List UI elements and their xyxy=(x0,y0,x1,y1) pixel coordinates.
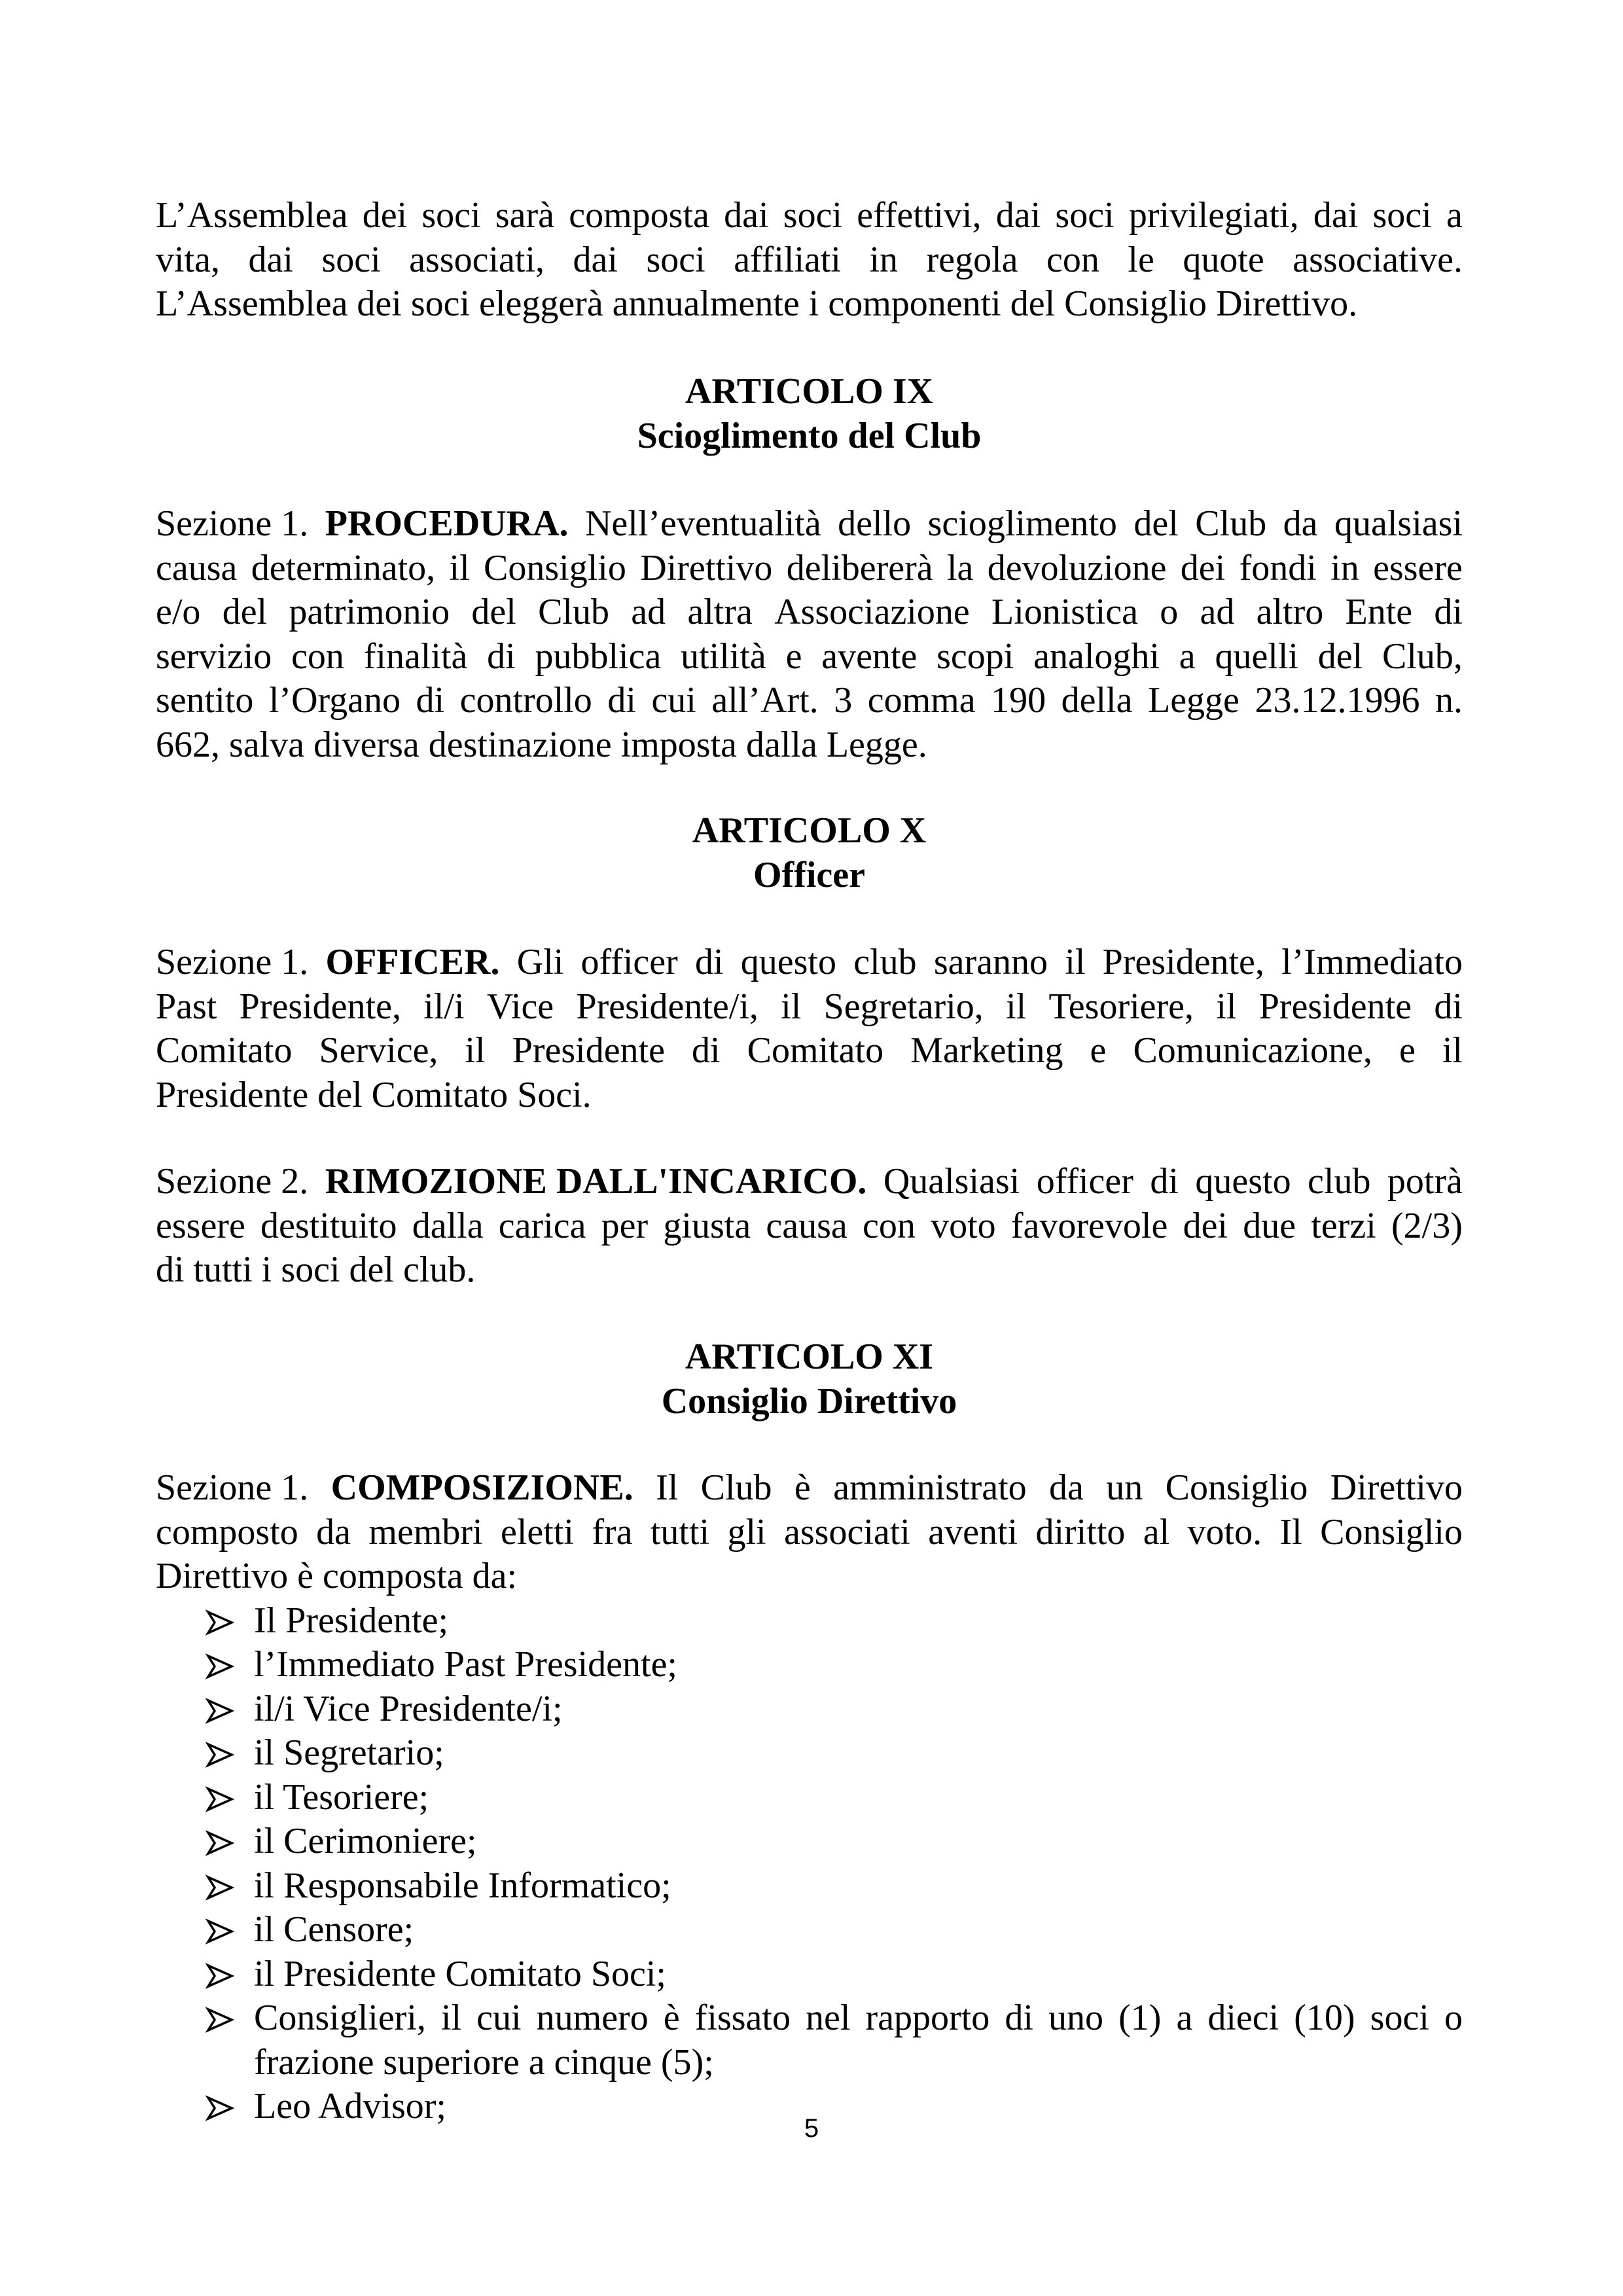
paragraph-line xyxy=(156,547,1463,591)
word: di xyxy=(1005,1998,1033,2038)
word: Nell’eventualità xyxy=(584,503,821,544)
word: con xyxy=(863,1205,916,1246)
word: due xyxy=(1243,1205,1296,1246)
word: da xyxy=(1283,503,1318,544)
word: dai xyxy=(995,195,1041,236)
word: rapporto xyxy=(865,1998,990,2038)
word: Direttivo xyxy=(640,547,773,588)
word: finalità xyxy=(363,636,468,677)
word: ad xyxy=(1200,592,1235,632)
word: Legge xyxy=(1147,680,1240,721)
word: a xyxy=(1446,195,1463,236)
word: per xyxy=(601,1205,649,1246)
section-title: PROCEDURA. xyxy=(325,503,569,544)
article-title: ARTICOLO X xyxy=(692,810,927,851)
word: e xyxy=(785,636,802,677)
word: dei xyxy=(362,195,408,236)
section-prefix: Sezione 1. xyxy=(156,503,309,544)
word: saranno xyxy=(933,942,1048,982)
word: soci xyxy=(421,195,481,236)
word: Presidente/i, xyxy=(576,986,758,1027)
word: la xyxy=(946,547,974,588)
word: potrà xyxy=(1387,1161,1463,1202)
word: l’Organo xyxy=(268,680,401,721)
word: voto. xyxy=(1187,1511,1262,1552)
paragraph-line: L’Assemblea dei soci eleggerà annualmente i componenti del Consiglio Direttivo. xyxy=(156,283,1358,324)
word: favorevole xyxy=(1010,1205,1168,1246)
word: di xyxy=(1150,1161,1179,1202)
section-prefix: Sezione 1. xyxy=(156,942,309,982)
word: devoluzione xyxy=(987,547,1167,588)
word: scopi xyxy=(936,636,1014,677)
paragraph-line xyxy=(156,502,1463,547)
word: Presidente, xyxy=(1102,942,1264,982)
word: associati, xyxy=(409,239,544,280)
word: altra xyxy=(687,592,753,632)
paragraph-line: frazione superiore a cinque (5); xyxy=(254,2041,714,2083)
word: vita, xyxy=(156,239,220,280)
list-item: il/i Vice Presidente/i; xyxy=(156,1687,1463,1732)
arrow-bullet-icon xyxy=(205,1599,237,1643)
word: con xyxy=(1046,239,1099,280)
article-x-heading xyxy=(156,809,1463,897)
word: il xyxy=(449,547,470,588)
word: composto xyxy=(156,1511,298,1552)
word: numero xyxy=(536,1998,649,2038)
paragraph-line xyxy=(156,194,1463,238)
word: Club xyxy=(700,1467,772,1508)
word: di xyxy=(1434,592,1463,632)
word: è xyxy=(663,1998,680,2038)
word: questo xyxy=(740,942,836,982)
list-item: Leo Advisor; xyxy=(156,2085,1463,2129)
word: il xyxy=(440,1998,462,2038)
word: giusta xyxy=(663,1205,751,1246)
arrow-bullet-icon xyxy=(205,1776,237,1820)
word: soci xyxy=(321,239,381,280)
word: terzi xyxy=(1311,1205,1376,1246)
word: 23.12.1996 xyxy=(1255,680,1420,721)
word: in xyxy=(869,239,899,280)
word: Comunicazione, xyxy=(1133,1030,1372,1071)
word: avente xyxy=(821,636,918,677)
word: (10) xyxy=(1294,1998,1355,2038)
paragraph-line xyxy=(156,1466,1463,1511)
word: le xyxy=(1128,239,1154,280)
word: di xyxy=(1434,986,1463,1027)
word: Club, xyxy=(1382,636,1463,677)
word: il xyxy=(1216,986,1237,1027)
word: dieci xyxy=(1207,1998,1279,2038)
word: Consiglio xyxy=(1165,1467,1308,1508)
article-ix-heading xyxy=(156,370,1463,458)
article-xi-section-1 xyxy=(156,1466,1463,2129)
word: Past xyxy=(156,986,217,1027)
word: in xyxy=(1330,547,1359,588)
word: un xyxy=(1106,1467,1143,1508)
word: Consiglio xyxy=(1320,1511,1463,1552)
word: (2/3) xyxy=(1391,1205,1463,1246)
word: voto xyxy=(931,1205,996,1246)
word: Presidente, xyxy=(239,986,401,1027)
paragraph-line xyxy=(156,635,1463,679)
list-item: il Censore; xyxy=(156,1908,1463,1952)
word: aventi xyxy=(928,1511,1018,1552)
word: fra xyxy=(592,1511,633,1552)
word: il xyxy=(781,986,802,1027)
word: causa xyxy=(156,547,238,588)
assemblea-paragraph xyxy=(156,194,1463,327)
paragraph-line xyxy=(156,1029,1463,1073)
word: fondi xyxy=(1239,547,1317,588)
paragraph-line xyxy=(156,679,1463,723)
word: L’Assemblea xyxy=(156,195,348,236)
list-item: il Tesoriere; xyxy=(156,1776,1463,1820)
word: l’Immediato xyxy=(1281,942,1463,982)
word: Lionistica xyxy=(991,592,1138,632)
word: Comitato xyxy=(747,1030,884,1071)
list-item: il Cerimoniere; xyxy=(156,1820,1463,1864)
word: Il xyxy=(656,1467,679,1508)
word: nel xyxy=(806,1998,851,2038)
word: officer xyxy=(1036,1161,1133,1202)
word: Consiglieri, xyxy=(254,1998,426,2038)
word: soci xyxy=(646,239,705,280)
word: fissato xyxy=(694,1998,791,2038)
word: soci xyxy=(783,195,842,236)
word: scioglimento xyxy=(927,503,1117,544)
word: 3 xyxy=(834,680,853,721)
word: carica xyxy=(498,1205,586,1246)
word: soci xyxy=(1055,195,1115,236)
word: gli xyxy=(727,1511,766,1552)
word: del xyxy=(1133,503,1179,544)
article-title: ARTICOLO IX xyxy=(685,371,934,412)
word: amministrato xyxy=(833,1467,1027,1508)
word: a xyxy=(1179,636,1196,677)
word: Segretario, xyxy=(823,986,984,1027)
word: uno xyxy=(1048,1998,1103,2038)
arrow-bullet-icon xyxy=(205,1952,237,1996)
word: regola xyxy=(926,239,1018,280)
word: di xyxy=(607,680,636,721)
word: dai xyxy=(573,239,618,280)
word: della xyxy=(1061,680,1133,721)
paragraph-line xyxy=(254,1996,1463,2041)
word: associative. xyxy=(1293,239,1463,280)
list-item: l’Immediato Past Presidente; xyxy=(156,1643,1463,1687)
section-title: RIMOZIONE DALL'INCARICO. xyxy=(325,1161,867,1202)
word: di xyxy=(694,942,724,982)
word: da xyxy=(316,1511,351,1552)
arrow-bullet-icon xyxy=(205,1687,237,1731)
word: Club xyxy=(538,592,609,632)
word: privilegiati, xyxy=(1128,195,1299,236)
word: Comitato xyxy=(156,1030,293,1071)
word: Associazione xyxy=(774,592,970,632)
article-x-section-1 xyxy=(156,941,1463,1117)
paragraph-line xyxy=(156,985,1463,1030)
arrow-bullet-icon xyxy=(205,1820,237,1863)
word: servizio xyxy=(156,636,272,677)
word: analoghi xyxy=(1033,636,1160,677)
word: o xyxy=(1160,592,1179,632)
word: effettivi, xyxy=(857,195,982,236)
paragraph-line: Direttivo è composta da: xyxy=(156,1556,518,1596)
word: diritto xyxy=(1035,1511,1126,1552)
arrow-bullet-icon xyxy=(205,1908,237,1952)
word: Tesoriere, xyxy=(1048,986,1194,1027)
article-x-section-2 xyxy=(156,1160,1463,1293)
word: al xyxy=(1143,1511,1170,1552)
word: Presidente xyxy=(1258,986,1412,1027)
section-title: OFFICER. xyxy=(325,942,500,982)
article-subtitle: Consiglio Direttivo xyxy=(661,1380,957,1422)
word: essere xyxy=(1373,547,1463,588)
word: il/i xyxy=(423,986,465,1027)
list-item: il Segretario; xyxy=(156,1731,1463,1776)
word: dei xyxy=(1183,1205,1228,1246)
word: club xyxy=(853,942,917,982)
word: questo xyxy=(1195,1161,1291,1202)
word: controllo xyxy=(459,680,592,721)
word: tutti xyxy=(650,1511,710,1552)
article-title: ARTICOLO XI xyxy=(685,1336,934,1377)
word: e/o xyxy=(156,592,201,632)
paragraph-line xyxy=(156,590,1463,635)
article-subtitle: Scioglimento del Club xyxy=(637,415,982,456)
word: di xyxy=(416,680,445,721)
list-item-consiglieri xyxy=(156,1996,1463,2085)
list-item: il Responsabile Informatico; xyxy=(156,1864,1463,1909)
arrow-bullet-icon xyxy=(205,1731,237,1775)
word: patrimonio xyxy=(289,592,450,632)
word: destituito xyxy=(260,1205,397,1246)
word: il xyxy=(1065,942,1086,982)
word: club xyxy=(1308,1161,1371,1202)
word: di xyxy=(692,1030,721,1071)
word: il xyxy=(1442,1030,1463,1071)
word: all’Art. xyxy=(711,680,819,721)
word: è xyxy=(794,1467,811,1508)
word: dai xyxy=(1313,195,1359,236)
arrow-bullet-icon xyxy=(205,1643,237,1687)
word: da xyxy=(1049,1467,1084,1508)
word: Il xyxy=(1279,1511,1302,1552)
word: Gli xyxy=(516,942,564,982)
word: Presidente xyxy=(512,1030,665,1071)
word: cui xyxy=(476,1998,522,2038)
word: il xyxy=(465,1030,486,1071)
word: il xyxy=(1006,986,1027,1027)
paragraph-line: Presidente del Comitato Soci. xyxy=(156,1074,592,1115)
word: (1) xyxy=(1118,1998,1162,2038)
word: qualsiasi xyxy=(1334,503,1463,544)
word: delibererà xyxy=(786,547,933,588)
word: e xyxy=(1399,1030,1416,1071)
word: con xyxy=(291,636,344,677)
word: del xyxy=(222,592,268,632)
word: associati xyxy=(784,1511,910,1552)
word: determinato, xyxy=(251,547,436,588)
word: essere xyxy=(156,1205,245,1246)
list-item: Il Presidente; xyxy=(156,1599,1463,1643)
word: cui xyxy=(651,680,696,721)
word: eletti xyxy=(500,1511,574,1552)
page-number: 5 xyxy=(804,2114,819,2143)
paragraph-line xyxy=(156,1511,1463,1555)
word: soci xyxy=(1370,1998,1429,2038)
arrow-bullet-icon xyxy=(205,1996,237,2040)
word: o xyxy=(1444,1998,1463,2038)
article-ix-section-1 xyxy=(156,502,1463,767)
word: sentito xyxy=(156,680,254,721)
word: del xyxy=(471,592,516,632)
word: soci xyxy=(1372,195,1432,236)
word: utilità xyxy=(681,636,766,677)
word: pubblica xyxy=(535,636,662,677)
word: dai xyxy=(248,239,293,280)
word: Direttivo xyxy=(1330,1467,1463,1508)
word: affiliati xyxy=(734,239,841,280)
word: officer xyxy=(580,942,678,982)
word: Qualsiasi xyxy=(883,1161,1020,1202)
word: quote xyxy=(1183,239,1264,280)
article-subtitle: Officer xyxy=(753,854,865,895)
word: del xyxy=(1317,636,1363,677)
word: a xyxy=(1176,1998,1193,2038)
word: Consiglio xyxy=(484,547,626,588)
word: dalla xyxy=(412,1205,484,1246)
paragraph-line xyxy=(156,1160,1463,1204)
article-xi-heading xyxy=(156,1335,1463,1424)
board-members-list xyxy=(156,1599,1463,2129)
word: causa xyxy=(766,1205,847,1246)
paragraph-line xyxy=(156,238,1463,283)
section-prefix: Sezione 2. xyxy=(156,1161,309,1202)
word: Ente xyxy=(1345,592,1413,632)
word: composta xyxy=(569,195,709,236)
word: comma xyxy=(867,680,976,721)
word: Vice xyxy=(486,986,554,1027)
word: dai xyxy=(724,195,769,236)
word: dei xyxy=(1180,547,1226,588)
word: altro xyxy=(1256,592,1324,632)
word: 190 xyxy=(991,680,1046,721)
word: quelli xyxy=(1215,636,1298,677)
word: Marketing xyxy=(910,1030,1063,1071)
section-prefix: Sezione 1. xyxy=(156,1467,309,1508)
paragraph-line: di tutti i soci del club. xyxy=(156,1249,476,1290)
word: membri xyxy=(368,1511,483,1552)
word: di xyxy=(487,636,516,677)
list-item: il Presidente Comitato Soci; xyxy=(156,1952,1463,1997)
section-title: COMPOSIZIONE. xyxy=(330,1467,633,1508)
paragraph-line xyxy=(156,1204,1463,1249)
word: Service, xyxy=(319,1030,438,1071)
paragraph-line: 662, salva diversa destinazione imposta dalla Legge. xyxy=(156,724,927,765)
word: ad xyxy=(631,592,666,632)
word: n. xyxy=(1435,680,1463,721)
paragraph-line xyxy=(156,941,1463,985)
word: e xyxy=(1090,1030,1107,1071)
word: sarà xyxy=(495,195,554,236)
word: dello xyxy=(838,503,912,544)
word: Club xyxy=(1195,503,1267,544)
arrow-bullet-icon xyxy=(205,1864,237,1908)
